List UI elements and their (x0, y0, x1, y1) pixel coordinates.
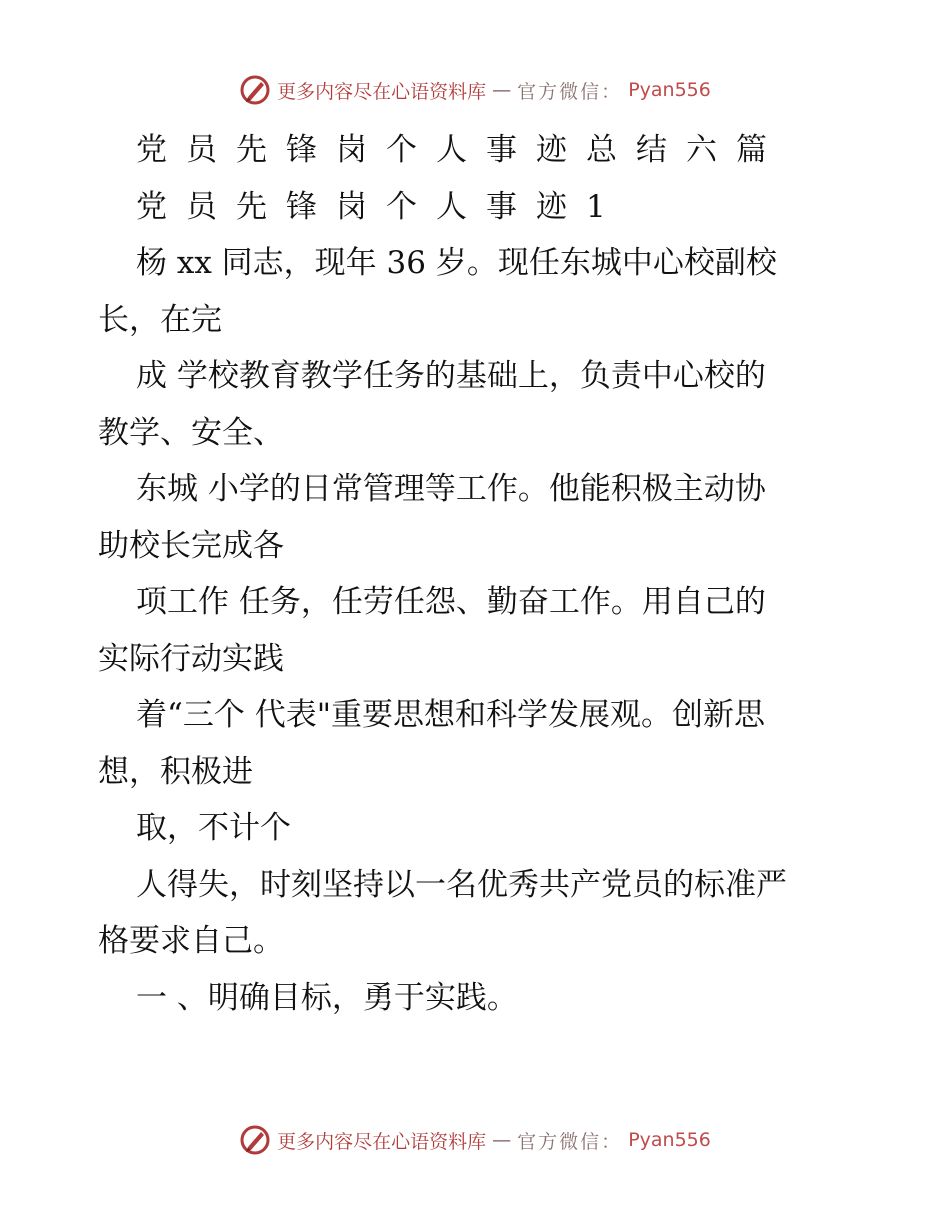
document-line: 着“三个 代表"重要思想和科学发展观。创新思 (136, 697, 765, 733)
document-line: 东城 小学的日常管理等工作。他能积极主动协 (136, 471, 766, 507)
watermark-official: 官方微信： (517, 1130, 623, 1153)
document-body (98, 122, 858, 1026)
document-line: 教学、安全、 (98, 414, 284, 451)
watermark-text: 更多内容尽在心语资料库 (277, 80, 487, 103)
document-line: 党员先锋岗个人事迹1 (136, 188, 625, 225)
watermark-id: Pyan556 (628, 1129, 711, 1151)
document-line: 想，积极进 (98, 753, 253, 790)
watermark-id: Pyan556 (628, 79, 711, 101)
watermark-official: 官方微信： (517, 80, 623, 103)
watermark-separator: — (492, 1129, 512, 1151)
document-line: 成 学校教育教学任务的基础上，负责中心校的 (136, 358, 766, 394)
document-line: 长，在完 (98, 301, 222, 338)
document-line: 项工作 任务，任劳任怨、勤奋工作。用自己的 (136, 584, 766, 620)
pen-logo-icon (239, 1124, 271, 1156)
document-line: 党员先锋岗个人事迹总结六篇 (136, 132, 786, 168)
document-line: 实际行动实践 (98, 640, 284, 677)
footer-watermark (0, 1124, 950, 1156)
watermark-text: 更多内容尽在心语资料库 (277, 1130, 487, 1153)
document-line: 取，不计个 (136, 810, 291, 846)
document-line: 格要求自己。 (98, 923, 284, 959)
pen-logo-icon (239, 74, 271, 106)
watermark-separator: — (492, 79, 512, 101)
document-line: 杨 xx 同志，现年 36 岁。现任东城中心校副校 (136, 245, 777, 281)
document-line: 助校长完成各 (98, 527, 284, 564)
document-line: 一 、明确目标，勇于实践。 (136, 979, 518, 1016)
header-watermark (0, 74, 950, 106)
document-line: 人得失，时刻坚持以一名优秀共产党员的标准严 (136, 866, 787, 903)
